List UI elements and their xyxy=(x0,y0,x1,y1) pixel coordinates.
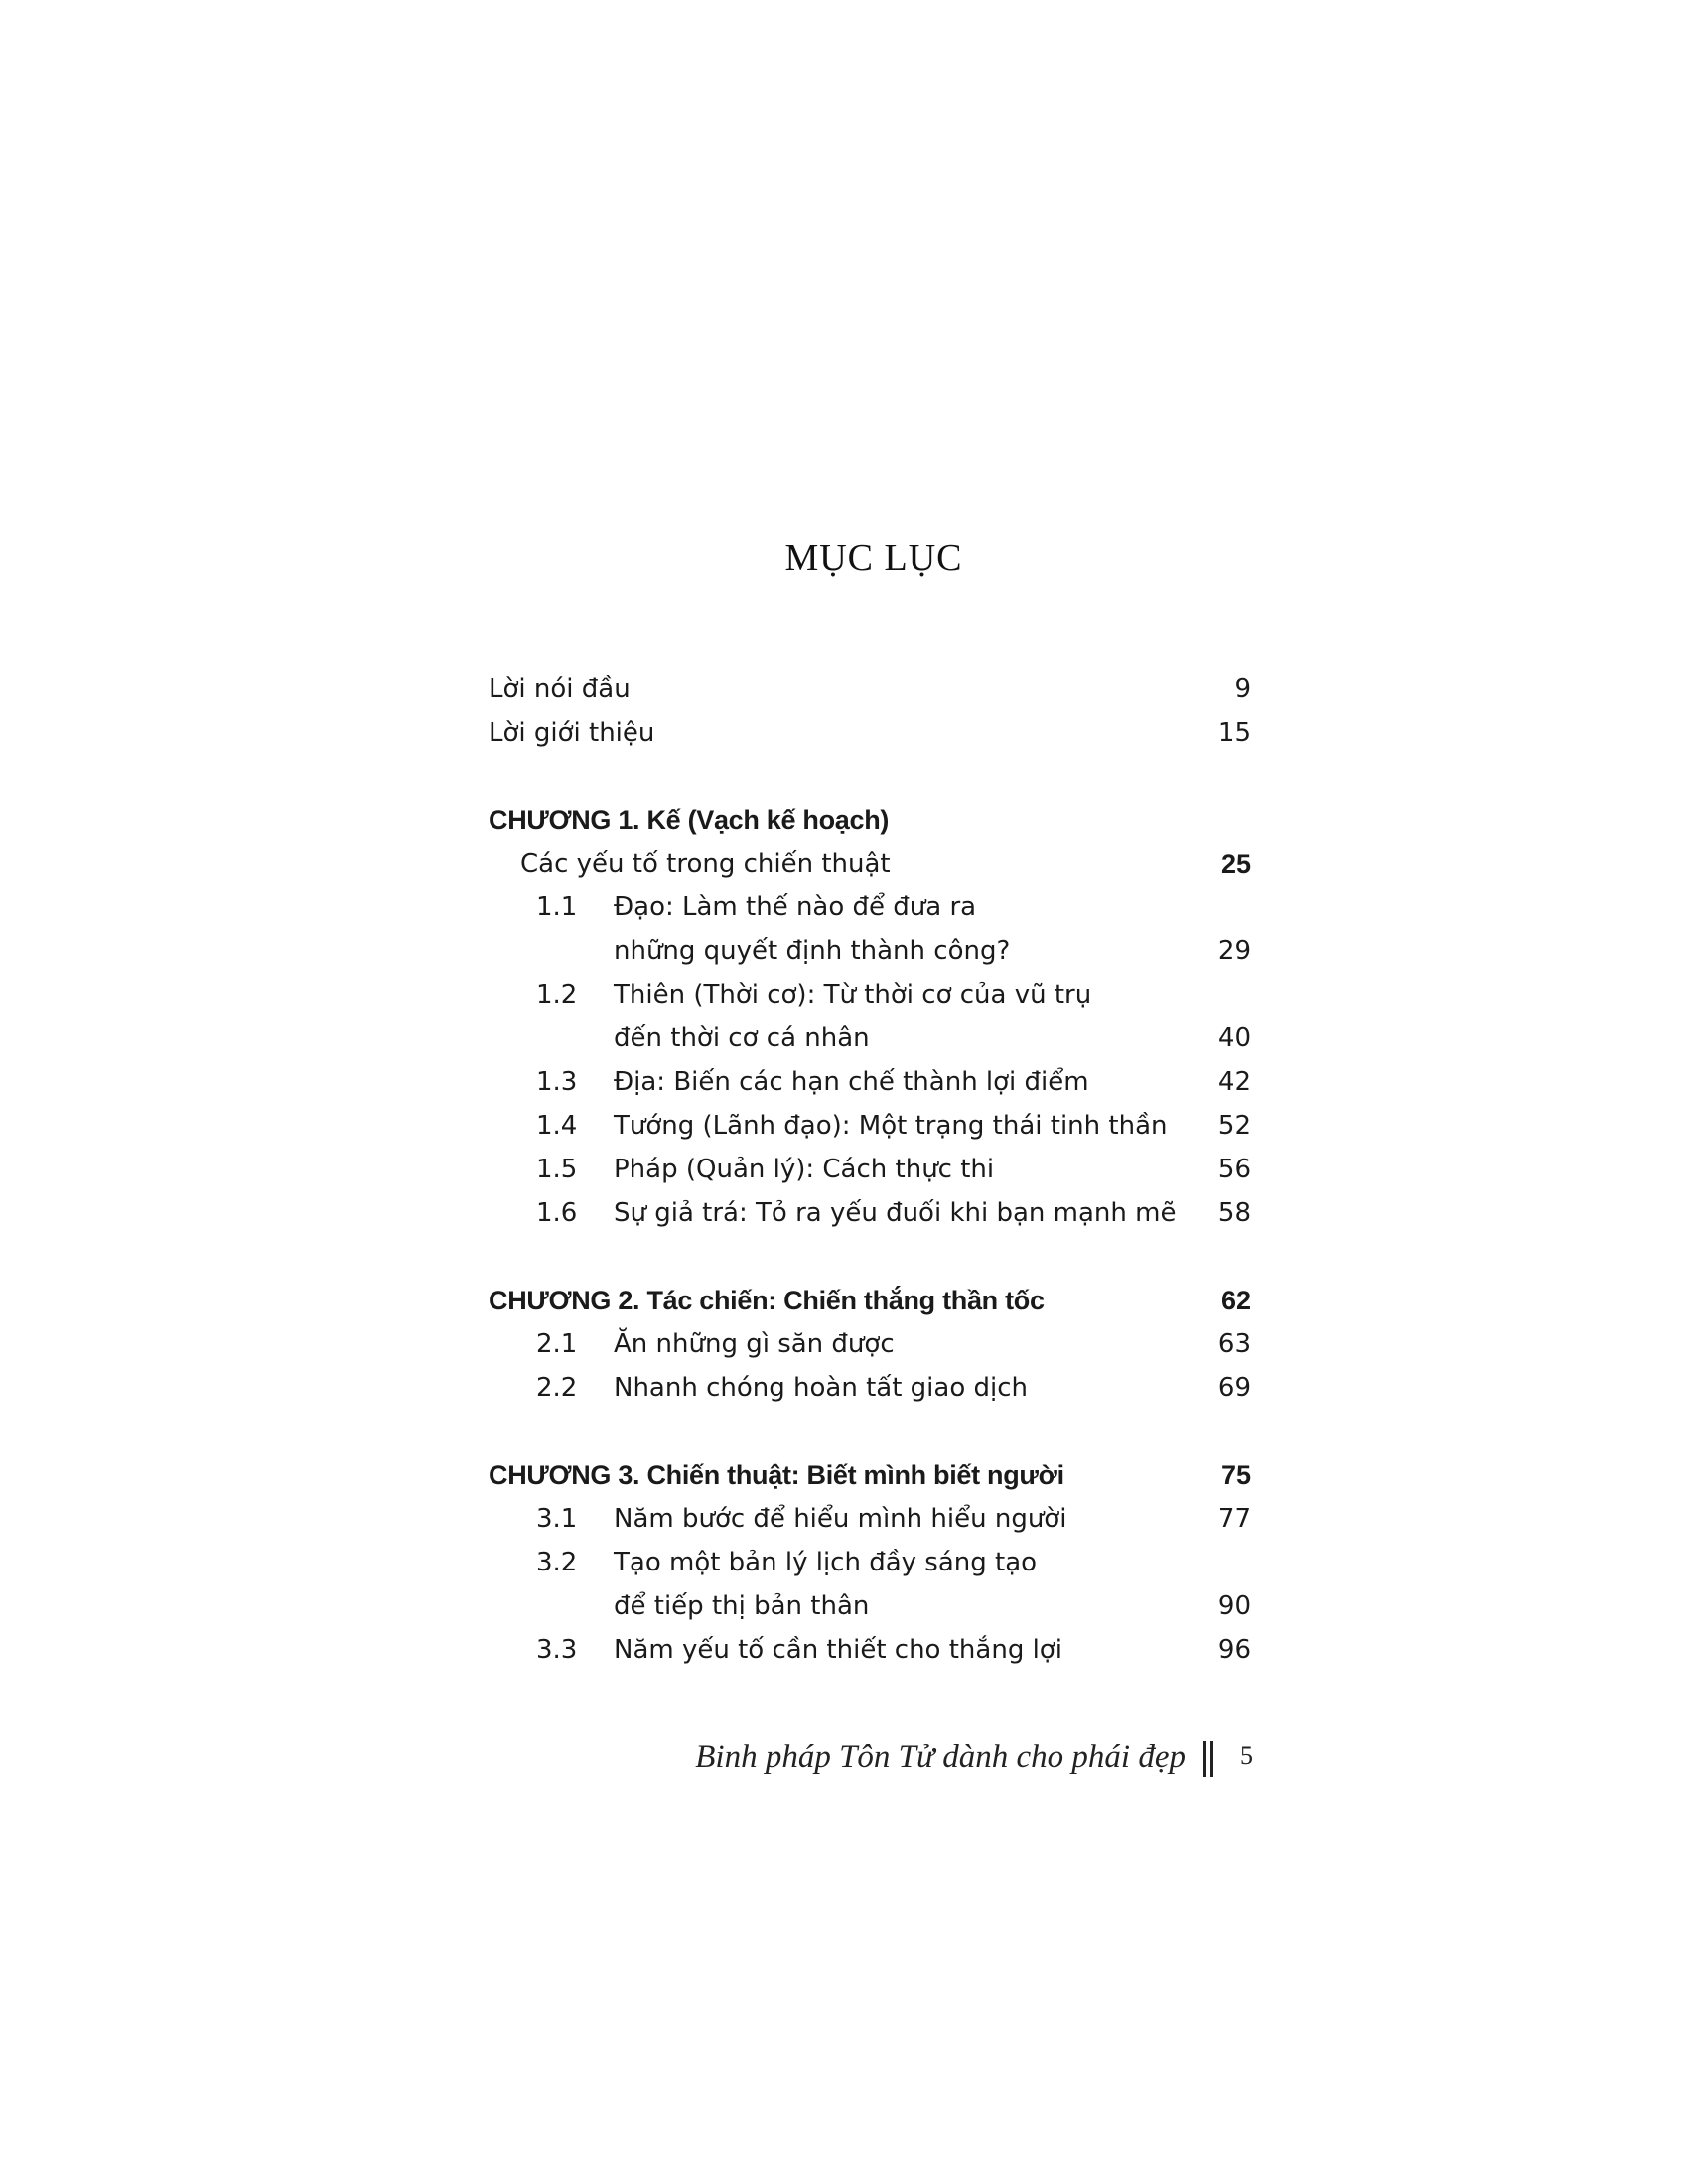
item-page: 29 xyxy=(1217,936,1251,966)
item-page: 90 xyxy=(1217,1591,1251,1621)
toc-item-1-2[interactable] xyxy=(489,973,1251,1017)
toc-item-1-1[interactable] xyxy=(489,886,1251,929)
item-label: Năm bước để hiểu mình hiểu người xyxy=(614,1504,1067,1534)
item-number: 1.4 xyxy=(536,1111,578,1141)
item-label: Nhanh chóng hoàn tất giao dịch xyxy=(614,1373,1028,1403)
toc-entry-page: 15 xyxy=(1217,718,1251,748)
item-label: để tiếp thị bản thân xyxy=(614,1591,870,1621)
chapter-heading-1[interactable] xyxy=(489,798,1251,842)
item-number: 2.2 xyxy=(536,1373,578,1403)
toc-section-1[interactable] xyxy=(489,842,1251,886)
toc-item-1-4[interactable] xyxy=(489,1104,1251,1148)
toc-item-3-2-cont[interactable] xyxy=(489,1584,1251,1628)
item-number: 3.1 xyxy=(536,1504,578,1534)
item-number: 3.2 xyxy=(536,1548,578,1577)
spacer xyxy=(489,754,1251,798)
item-page: 77 xyxy=(1217,1504,1251,1534)
chapter-title: CHƯƠNG 3. Chiến thuật: Biết mình biết người xyxy=(489,1460,1064,1490)
item-label: Pháp (Quản lý): Cách thực thi xyxy=(614,1155,995,1184)
toc-item-3-1[interactable] xyxy=(489,1497,1251,1541)
toc-item-2-1[interactable] xyxy=(489,1322,1251,1366)
table-of-contents xyxy=(489,667,1251,1672)
toc-entry-introduction[interactable] xyxy=(489,711,1251,754)
item-number: 2.1 xyxy=(536,1329,578,1359)
running-footer xyxy=(0,1739,1253,1789)
item-label: Địa: Biến các hạn chế thành lợi điểm xyxy=(614,1067,1089,1097)
spacer xyxy=(489,1410,1251,1453)
item-label: Tướng (Lãnh đạo): Một trạng thái tinh thần xyxy=(614,1111,1168,1141)
toc-item-1-1-cont[interactable] xyxy=(489,929,1251,973)
page-title: MỤC LỤC xyxy=(784,537,963,579)
item-page: 96 xyxy=(1217,1635,1251,1665)
chapter-title: CHƯƠNG 2. Tác chiến: Chiến thắng thần tốc xyxy=(489,1286,1045,1315)
toc-entry-page: 9 xyxy=(1234,674,1251,704)
toc-item-3-3[interactable] xyxy=(489,1628,1251,1672)
item-number: 3.3 xyxy=(536,1635,578,1665)
item-page: 56 xyxy=(1217,1155,1251,1184)
item-page: 63 xyxy=(1217,1329,1251,1359)
section-label: Các yếu tố trong chiến thuật xyxy=(520,849,891,879)
toc-item-1-3[interactable] xyxy=(489,1060,1251,1104)
footer-divider xyxy=(1203,1741,1213,1777)
toc-item-1-2-cont[interactable] xyxy=(489,1017,1251,1060)
item-label: đến thời cơ cá nhân xyxy=(614,1024,870,1053)
toc-entry-label: Lời nói đầu xyxy=(489,674,631,704)
chapter-heading-2[interactable] xyxy=(489,1279,1251,1322)
spacer xyxy=(489,1235,1251,1279)
item-label: Tạo một bản lý lịch đầy sáng tạo xyxy=(614,1548,1038,1577)
item-page: 58 xyxy=(1217,1198,1251,1228)
item-label: những quyết định thành công? xyxy=(614,936,1011,966)
item-label: Năm yếu tố cần thiết cho thắng lợi xyxy=(614,1635,1062,1665)
toc-item-2-2[interactable] xyxy=(489,1366,1251,1410)
item-number: 1.2 xyxy=(536,980,578,1010)
toc-item-3-2[interactable] xyxy=(489,1541,1251,1584)
item-label: Thiên (Thời cơ): Từ thời cơ của vũ trụ xyxy=(614,980,1092,1010)
toc-item-1-6[interactable] xyxy=(489,1191,1251,1235)
chapter-title: CHƯƠNG 1. Kế (Vạch kế hoạch) xyxy=(489,805,890,835)
item-label: Đạo: Làm thế nào để đưa ra xyxy=(614,892,977,922)
book-title: Binh pháp Tôn Tử dành cho phái đẹp xyxy=(695,1739,1186,1775)
chapter-page: 62 xyxy=(1220,1286,1251,1315)
item-label: Ăn những gì săn được xyxy=(614,1329,895,1359)
page-number: 5 xyxy=(1240,1741,1253,1770)
item-number: 1.6 xyxy=(536,1198,578,1228)
chapter-heading-3[interactable] xyxy=(489,1453,1251,1497)
item-number: 1.3 xyxy=(536,1067,578,1097)
item-label: Sự giả trá: Tỏ ra yếu đuối khi bạn mạnh mẽ xyxy=(614,1198,1177,1228)
item-page: 69 xyxy=(1217,1373,1251,1403)
item-number: 1.1 xyxy=(536,892,578,922)
toc-entry-label: Lời giới thiệu xyxy=(489,718,655,748)
item-page: 42 xyxy=(1217,1067,1251,1097)
item-number: 1.5 xyxy=(536,1155,578,1184)
section-page: 25 xyxy=(1220,849,1251,879)
toc-entry-preface[interactable] xyxy=(489,667,1251,711)
toc-item-1-5[interactable] xyxy=(489,1148,1251,1191)
chapter-page: 75 xyxy=(1220,1460,1251,1490)
item-page: 52 xyxy=(1217,1111,1251,1141)
item-page: 40 xyxy=(1217,1024,1251,1053)
